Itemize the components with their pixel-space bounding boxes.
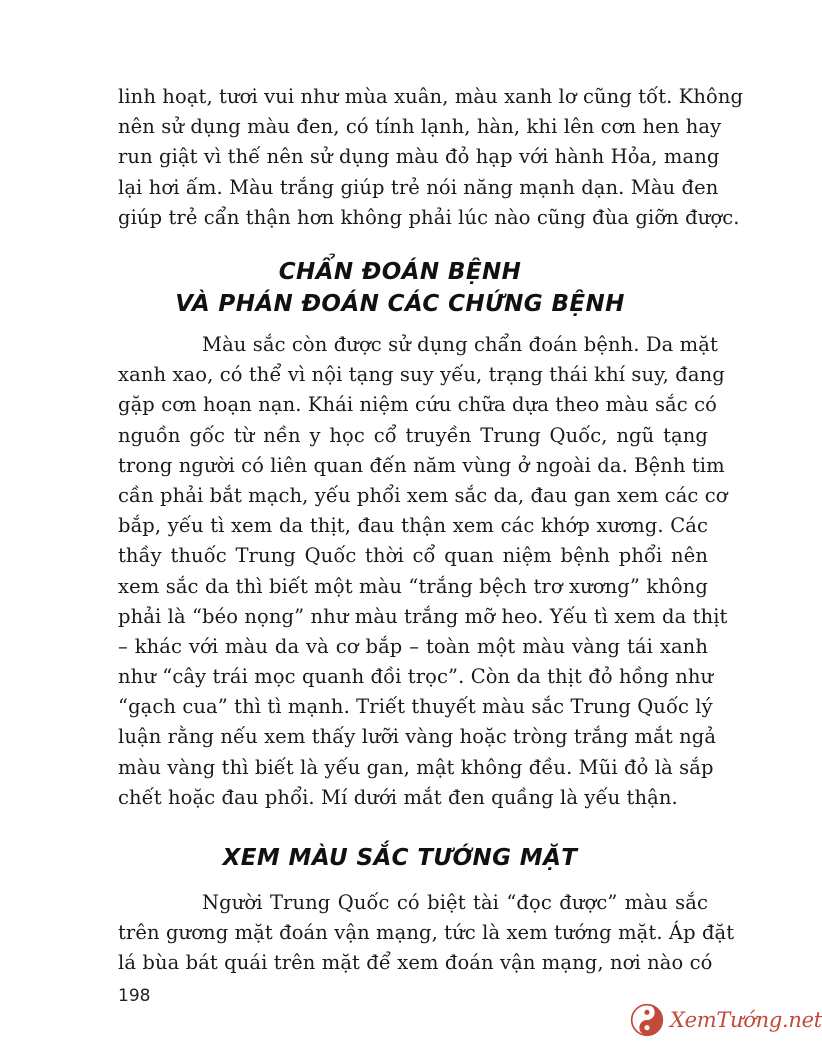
text-line: nguồn gốc từ nền y học cổ truyền Trung Quốc, ngũ tạng xyxy=(118,423,708,447)
paragraph-children-colors xyxy=(118,82,744,233)
text-line: trong người có liên quan đến năm vùng ở ngoài da. Bệnh tim xyxy=(118,453,725,477)
section-heading-diagnosis xyxy=(100,256,700,320)
text-line: như “cây trái mọc quanh đồi trọc”. Còn da thịt đỏ hồng như xyxy=(118,665,714,689)
text-line: chết hoặc đau phổi. Mí dưới mắt đen quầng là yếu thận. xyxy=(118,785,678,809)
text-line: lá bùa bát quái trên mặt để xem đoán vận mạng, nơi nào có xyxy=(118,951,713,975)
text-line: Màu sắc còn được sử dụng chẩn đoán bệnh. Da mặt xyxy=(202,333,718,356)
text-line: run giật vì thế nên sử dụng màu đỏ hạp với hành Hỏa, mang xyxy=(118,145,720,169)
text-line: phải là “béo nọng” như màu trắng mỡ heo. Yếu tì xem da thịt xyxy=(118,604,728,628)
watermark-logo xyxy=(630,1000,822,1040)
heading-line: VÀ PHÁN ĐOÁN CÁC CHỨNG BỆNH xyxy=(175,291,625,317)
text-line: xanh xao, có thể vì nội tạng suy yếu, trạng thái khí suy, đang xyxy=(118,363,725,387)
paragraph-face-reading xyxy=(118,888,735,979)
heading-line: XEM MÀU SẮC TƯỚNG MẶT xyxy=(222,845,578,871)
text-line: gặp cơn hoạn nạn. Khái niệm cứu chữa dựa theo màu sắc có xyxy=(118,393,717,417)
text-line: linh hoạt, tươi vui như mùa xuân, màu xanh lơ cũng tốt. Không xyxy=(118,85,744,108)
text-line: bắp, yếu tì xem da thịt, đau thận xem các khớp xương. Các xyxy=(118,514,708,538)
text-line: thầy thuốc Trung Quốc thời cổ quan niệm bệnh phổi nên xyxy=(118,544,708,568)
paragraph-diagnosis xyxy=(118,330,728,813)
text-line: trên gương mặt đoán vận mạng, tức là xem tướng mặt. Áp đặt xyxy=(118,921,735,945)
watermark-text: XemTướng.net xyxy=(670,1008,822,1032)
text-line: cần phải bắt mạch, yếu phổi xem sắc da, đau gan xem các cơ xyxy=(118,483,728,507)
text-line: “gạch cua” thì tì mạnh. Triết thuyết màu sắc Trung Quốc lý xyxy=(118,695,713,719)
heading-line: CHẨN ĐOÁN BỆNH xyxy=(278,259,522,285)
text-line: luận rằng nếu xem thấy lưỡi vàng hoặc tròng trắng mắt ngả xyxy=(118,725,717,749)
text-line: màu vàng thì biết là yếu gan, mật không đều. Mũi đỏ là sắp xyxy=(118,755,714,779)
text-line: giúp trẻ cẩn thận hơn không phải lúc nào cũng đùa giỡn được. xyxy=(118,205,740,229)
text-line: Người Trung Quốc có biệt tài “đọc được” màu sắc xyxy=(202,891,708,914)
text-line: – khác với màu da và cơ bắp – toàn một màu vàng tái xanh xyxy=(118,634,708,658)
text-line: xem sắc da thì biết một màu “trắng bệch trơ xương” không xyxy=(118,574,708,598)
section-heading-face-reading xyxy=(100,842,700,874)
text-line: nên sử dụng màu đen, có tính lạnh, hàn, khi lên cơn hen hay xyxy=(118,115,722,139)
yin-yang-icon xyxy=(630,1003,664,1037)
text-line: lại hơi ấm. Màu trắng giúp trẻ nói năng mạnh dạn. Màu đen xyxy=(118,175,719,199)
page-number: 198 xyxy=(118,986,151,1006)
